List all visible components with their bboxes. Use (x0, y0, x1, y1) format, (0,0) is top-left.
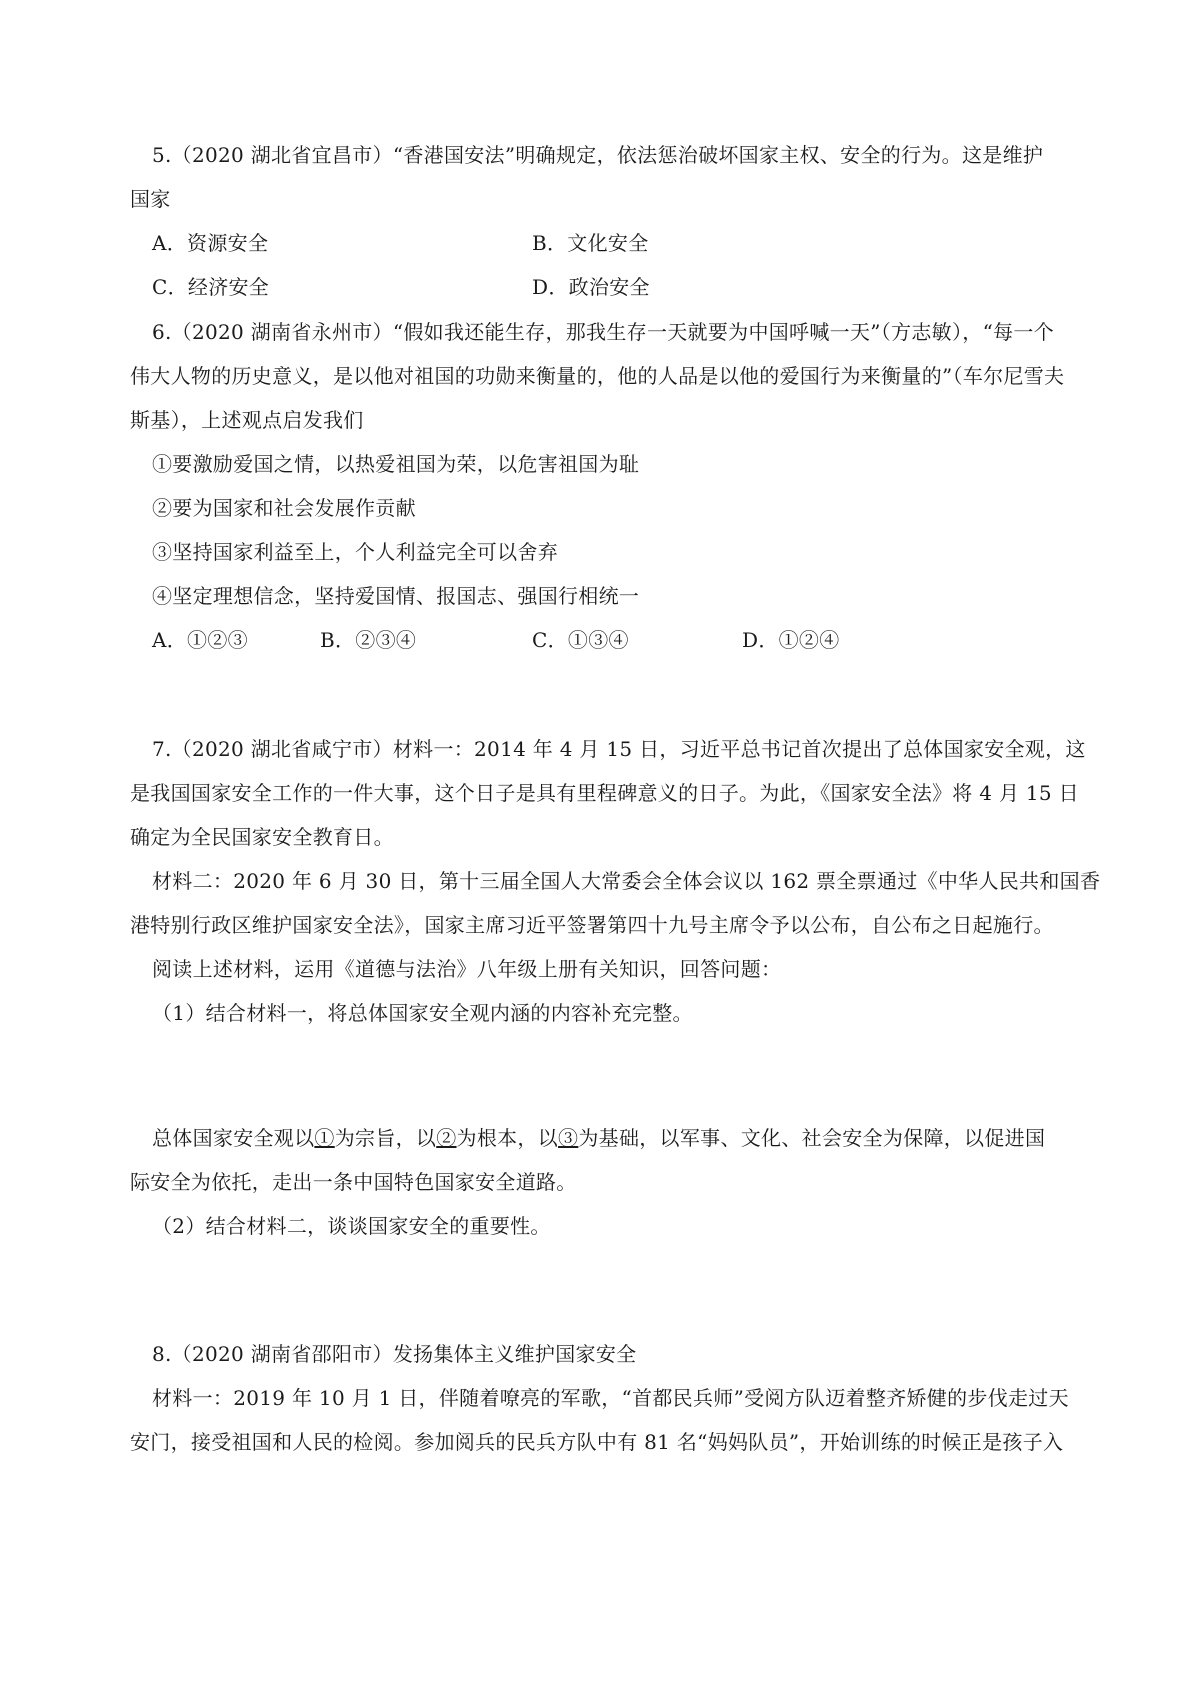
fill-blank-2: ② (436, 1126, 457, 1150)
fill-blank-3: ③ (558, 1126, 579, 1150)
q6-option-d: D．①②④ (742, 628, 840, 652)
q6-option-a: A．①②③ (152, 628, 248, 652)
fill-text-2: 为宗旨，以 (334, 1126, 437, 1150)
q7-subquestion-1: （1）结合材料一，将总体国家安全观内涵的内容补充完整。 (152, 1001, 693, 1025)
q7-subquestion-2: （2）结合材料二，谈谈国家安全的重要性。 (152, 1214, 551, 1238)
q5-stem-line-2: 国家 (130, 187, 171, 211)
q5-option-c: C．经济安全 (152, 275, 270, 299)
q6-statement-4: ④坚定理想信念，坚持爱国情、报国志、强国行相统一 (152, 584, 640, 608)
q7-fill-in-line-2: 际安全为依托，走出一条中国特色国家安全道路。 (130, 1170, 577, 1194)
q7-material-1-line-2: 是我国国家安全工作的一件大事，这个日子是具有里程碑意义的日子。为此，《国家安全法》将 4 月 15 日 (130, 781, 1079, 805)
q7-prompt: 阅读上述材料，运用《道德与法治》八年级上册有关知识，回答问题： (152, 957, 782, 981)
q5-option-a: A．资源安全 (152, 231, 269, 255)
fill-text-3: 为根本，以 (456, 1126, 559, 1150)
q8-stem: 8.（2020 湖南省邵阳市）发扬集体主义维护国家安全 (152, 1342, 637, 1366)
q6-statement-3: ③坚持国家利益至上，个人利益完全可以舍弃 (152, 540, 558, 564)
q7-material-1-line-1: 7.（2020 湖北省咸宁市）材料一：2014 年 4 月 15 日，习近平总书记首次提出了总体国家安全观，这 (152, 737, 1086, 761)
q8-material-1-line-2: 安门，接受祖国和人民的检阅。参加阅兵的民兵方队中有 81 名“妈妈队员”，开始训练的时候正是孩子入 (130, 1430, 1064, 1454)
q7-material-1-line-3: 确定为全民国家安全教育日。 (130, 825, 394, 849)
q7-fill-in-sentence (152, 1124, 1045, 1152)
fill-blank-1: ① (314, 1126, 335, 1150)
q5-option-d: D．政治安全 (532, 275, 650, 299)
q5-stem-line-1: 5.（2020 湖北省宜昌市）“香港国安法”明确规定，依法惩治破坏国家主权、安全的行为。这是维护 (152, 143, 1044, 167)
q6-stem-line-2: 伟大人物的历史意义，是以他对祖国的功勋来衡量的，他的人品是以他的爱国行为来衡量的”（车尔尼雪夫 (130, 364, 1065, 388)
q6-stem-line-3: 斯基），上述观点启发我们 (130, 408, 364, 432)
q5-option-b: B．文化安全 (532, 231, 649, 255)
q6-statement-2: ②要为国家和社会发展作贡献 (152, 496, 416, 520)
fill-text-1: 总体国家安全观以 (152, 1126, 315, 1150)
q7-material-2-line-1: 材料二：2020 年 6 月 30 日，第十三届全国人大常委会全体会议以 162 票全票通过《中华人民共和国香 (152, 869, 1101, 893)
fill-text-4: 为基础，以军事、文化、社会安全为保障，以促进国 (578, 1126, 1046, 1150)
q6-statement-1: ①要激励爱国之情，以热爱祖国为荣，以危害祖国为耻 (152, 452, 640, 476)
q6-option-c: C．①③④ (532, 628, 629, 652)
q8-material-1-line-1: 材料一：2019 年 10 月 1 日，伴随着嘹亮的军歌，“首都民兵师”受阅方队迈着整齐矫健的步伐走过天 (152, 1386, 1069, 1410)
q6-stem-line-1: 6.（2020 湖南省永州市）“假如我还能生存，那我生存一天就要为中国呼喊一天”（方志敏），“每一个 (152, 320, 1055, 344)
q7-material-2-line-2: 港特别行政区维护国家安全法》，国家主席习近平签署第四十九号主席令予以公布，自公布之日起施行。 (130, 913, 1054, 937)
q6-option-b: B．②③④ (320, 628, 417, 652)
